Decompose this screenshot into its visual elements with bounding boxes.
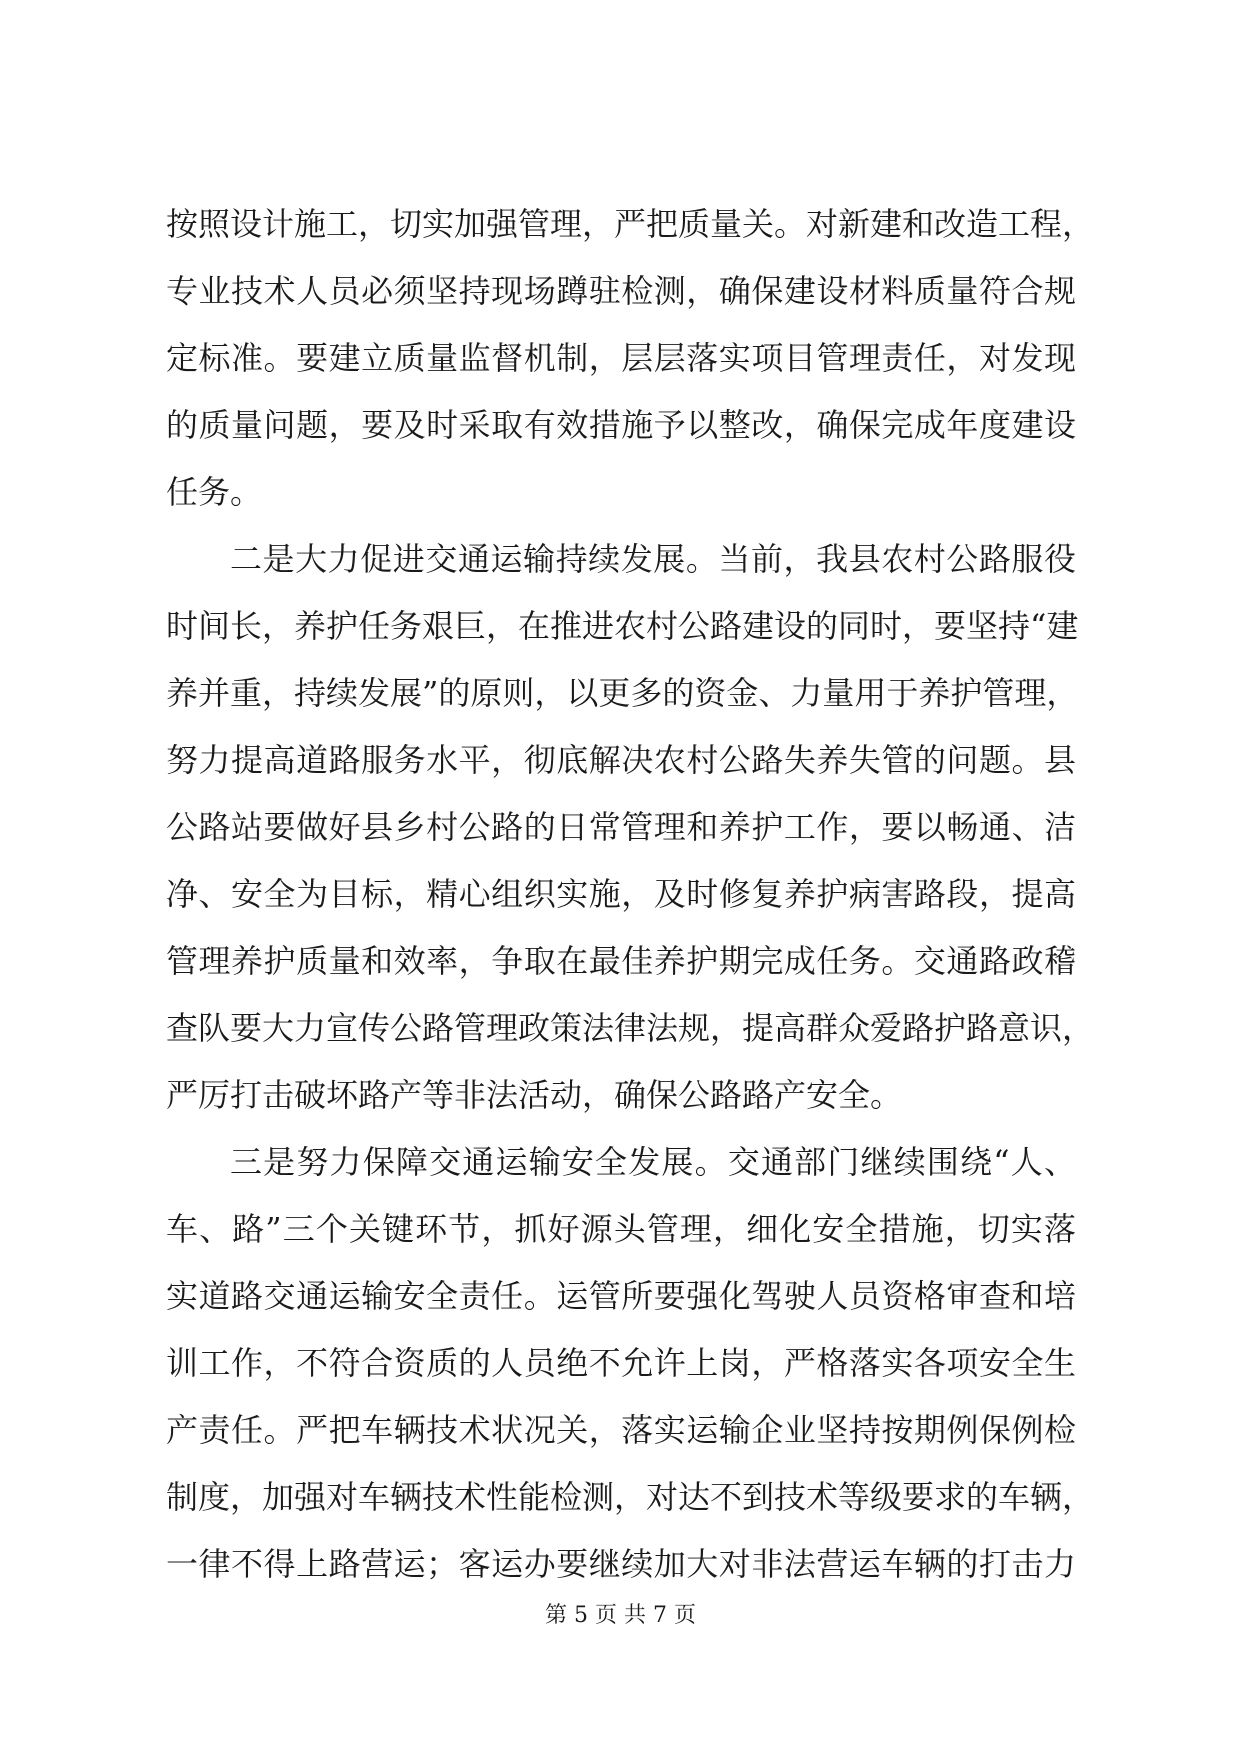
paragraph-2-line-4: 努力提高道路服务水平，彻底解决农村公路失养失管的问题。县 — [166, 741, 1076, 779]
page-number-footer: 第 5 页 共 7 页 — [545, 1603, 696, 1628]
paragraph-1-line-2: 专业技术人员必须坚持现场蹲驻检测，确保建设材料质量符合规 — [166, 272, 1076, 310]
paragraph-2-line-2: 时间长，养护任务艰巨，在推进农村公路建设的同时，要坚持“建 — [166, 607, 1079, 645]
paragraph-1-line-1: 按照设计施工，切实加强管理，严把质量关。对新建和改造工程， — [166, 205, 1095, 243]
paragraph-3-line-5: 产责任。严把车辆技术状况关，落实运输企业坚持按期例保例检 — [166, 1411, 1076, 1449]
paragraph-3-line-3: 实道路交通运输安全责任。运管所要强化驾驶人员资格审查和培 — [166, 1277, 1076, 1315]
paragraph-3-line-7: 一律不得上路营运；客运办要继续加大对非法营运车辆的打击力 — [166, 1545, 1076, 1583]
paragraph-3-line-2: 车、路”三个关键环节，抓好源头管理，细化安全措施，切实落 — [166, 1210, 1076, 1248]
paragraph-2-line-9: 严厉打击破坏路产等非法活动，确保公路路产安全。 — [166, 1076, 903, 1114]
paragraph-2-line-6: 净、安全为目标，精心组织实施，及时修复养护病害路段，提高 — [166, 875, 1076, 913]
paragraph-1-line-3: 定标准。要建立质量监督机制，层层落实项目管理责任，对发现 — [166, 339, 1076, 377]
paragraph-3-line-4: 训工作，不符合资质的人员绝不允许上岗，严格落实各项安全生 — [166, 1344, 1076, 1382]
paragraph-1-line-4: 的质量问题，要及时采取有效措施予以整改，确保完成年度建设 — [166, 406, 1076, 444]
paragraph-2-line-7: 管理养护质量和效率，争取在最佳养护期完成任务。交通路政稽 — [166, 942, 1076, 980]
paragraph-3-line-1: 三是努力保障交通运输安全发展。交通部门继续围绕“人、 — [230, 1143, 1076, 1181]
paragraph-3-line-6: 制度，加强对车辆技术性能检测，对达不到技术等级要求的车辆， — [166, 1478, 1095, 1516]
paragraph-2-line-8: 查队要大力宣传公路管理政策法律法规，提高群众爱路护路意识， — [166, 1009, 1095, 1047]
paragraph-2-line-5: 公路站要做好县乡村公路的日常管理和养护工作，要以畅通、洁 — [166, 808, 1076, 846]
paragraph-2-line-1: 二是大力促进交通运输持续发展。当前，我县农村公路服役 — [230, 540, 1076, 578]
paragraph-2-line-3: 养并重，持续发展”的原则，以更多的资金、力量用于养护管理， — [166, 674, 1079, 712]
paragraph-1-line-5: 任务。 — [166, 473, 263, 511]
